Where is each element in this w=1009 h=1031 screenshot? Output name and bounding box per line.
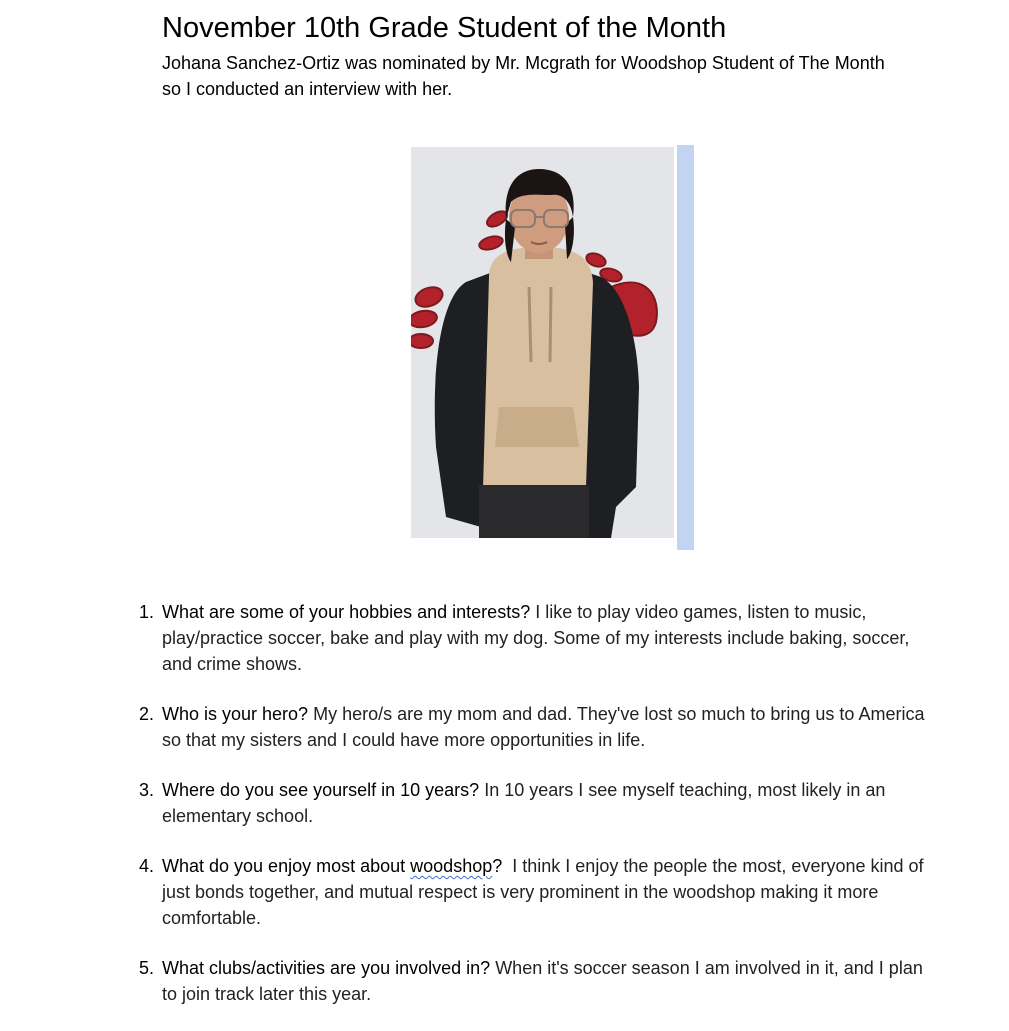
list-number: 4. [138, 856, 154, 876]
list-item [138, 599, 932, 677]
student-photo-illustration [411, 147, 674, 538]
question-mark: ? [492, 856, 503, 876]
interview-question: What clubs/activities are you involved in? [162, 958, 491, 978]
interview-question: Who is your hero? [162, 704, 309, 724]
interview-list [138, 599, 932, 1031]
list-item [138, 853, 932, 931]
student-photo-frame[interactable] [411, 145, 694, 551]
intro-paragraph: Johana Sanchez-Ortiz was nominated by Mr. Mcgrath for Woodshop Student of The Month so I conducted an interview with her. [162, 53, 885, 99]
interview-answer: I think I enjoy the people the most, everyone kind of just bonds together, and mutual respect is very prominent in the woodshop making it more comfortable. [162, 856, 924, 928]
interview-answer: When it's soccer season I am involved in it, and I plan to join track later this year. [162, 958, 923, 1004]
list-number: 1. [138, 602, 154, 622]
interview-answer: I like to play video games, listen to music, play/practice soccer, bake and play with my dog. Some of my interests include baking, soccer, and crime shows. [162, 602, 910, 674]
interview-question: Where do you see yourself in 10 years? [162, 780, 480, 800]
list-item [138, 955, 932, 1007]
list-item [138, 701, 932, 753]
spellcheck-word[interactable]: woodshop [410, 856, 493, 876]
list-number: 3. [138, 780, 154, 800]
list-number: 5. [138, 958, 154, 978]
student-photo[interactable] [411, 147, 674, 538]
interview-question [162, 856, 502, 876]
document-title: November 10th Grade Student of the Month [162, 12, 727, 44]
list-number: 2. [138, 704, 154, 724]
interview-question: What are some of your hobbies and interests? [162, 602, 531, 622]
image-selection-handle[interactable] [677, 145, 694, 550]
question-text: What do you enjoy most about [162, 856, 411, 876]
interview-answer: In 10 years I see myself teaching, most likely in an elementary school. [162, 780, 886, 826]
interview-answer: My hero/s are my mom and dad. They've lost so much to bring us to America so that my sisters and I could have more opportunities in life. [162, 704, 925, 750]
list-item [138, 777, 932, 829]
